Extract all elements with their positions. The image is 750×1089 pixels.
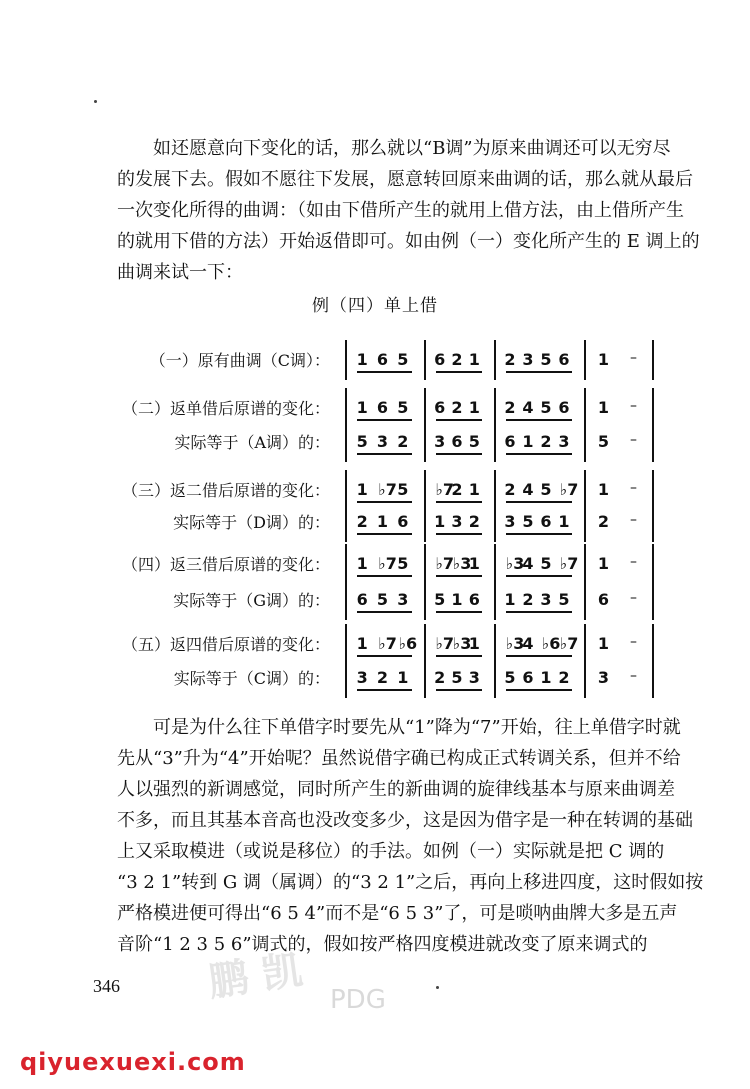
barline [584,388,586,462]
score-row-label: 实际等于（D调）的： [173,513,330,532]
note: ♭7 [378,634,397,653]
sustain-dash: – [630,590,637,606]
beam-underline [506,533,572,535]
score-row-label: （五）返四借后原谱的变化： [121,635,330,654]
p2-line: 人以强烈的新调感觉，同时所产生的新曲调的旋律线基本与原来曲调差 [117,779,675,800]
note: 4 [522,554,534,573]
note: 6 [434,398,446,417]
note: 2 [356,512,368,531]
note: 6 [376,398,389,417]
beam-underline [436,501,482,503]
beam-underline [506,419,572,421]
note: 1 [434,512,446,531]
note: 5 [558,590,570,609]
score-row-label: （四）返三借后原谱的变化： [121,555,330,574]
note: ♭7 [435,554,454,573]
barline [652,624,654,698]
p1-line: 一次变化所得的曲调：（如由下借所产生的就用上借方法，由上借所产生 [117,200,684,221]
note: 5 [468,432,480,451]
note: ♭3 [505,634,525,653]
note: 4 [522,480,534,499]
note: 5 [504,668,516,687]
note: 6 [376,350,389,369]
note: 5 [434,590,446,609]
note: 5 [356,432,368,451]
note: 6 [434,350,446,369]
note: 1 [597,398,610,417]
beam-underline [357,419,412,421]
note: 6 [522,668,534,687]
note: 3 [558,432,570,451]
barline [584,544,586,620]
score-row-label: （二）返单借后原谱的变化： [121,399,330,418]
note: 5 [597,432,610,451]
note: 2 [451,350,463,369]
note: 5 [397,398,409,417]
note: ♭7 [435,480,454,499]
note: 1 [356,480,368,499]
p2-line: “3 2 1”转到 G 调（属调）的“3 2 1”之后，再向上移进四度，这时假如按 [117,872,704,893]
note: 5 [397,554,409,573]
beam-underline [357,655,412,657]
note: ♭7 [378,554,397,573]
p2-line: 先从“3”升为“4”开始呢？虽然说借字确已构成正式转调关系，但并不给 [117,748,681,769]
note: 6 [504,432,516,451]
note: 1 [522,432,534,451]
paragraph-2 [117,712,704,960]
note: ♭7 [435,634,454,653]
note: 1 [451,590,463,609]
note: ♭7 [559,634,579,653]
p2-line: 可是为什么往下单借字时要先从“1”降为“7”开始，往上单借字时就 [153,717,681,738]
note: 5 [522,512,534,531]
scan-speck [436,986,439,989]
note: 3 [376,432,389,451]
p1-line: 曲调来试一下： [117,262,243,283]
beam-underline [436,689,482,691]
note: 1 [468,554,480,573]
note: 3 [356,668,368,687]
note: 4 [522,398,534,417]
note: 2 [397,432,409,451]
beam-underline [506,453,572,455]
barline [345,388,347,462]
note: 5 [540,554,552,573]
note: 1 [597,480,610,499]
example-title: 例（四）单上借 [312,296,438,316]
sustain-dash: – [630,512,637,528]
note: 6 [397,512,409,531]
barline [584,340,586,380]
site-watermark-banner: qiyuexuexi.com [20,1048,246,1076]
note: 1 [356,634,368,653]
note: ♭3 [452,554,472,573]
sustain-dash: – [630,634,637,650]
beam-underline [506,689,572,691]
note: 3 [540,590,552,609]
beam-underline [436,371,482,373]
beam-underline [506,611,572,613]
barline [494,624,496,698]
beam-underline [436,575,482,577]
sustain-dash: – [630,668,637,684]
note: 2 [558,668,570,687]
note: 6 [540,512,552,531]
note: 3 [504,512,516,531]
note: 2 [451,398,463,417]
note: 6 [451,432,463,451]
barline [424,544,426,620]
page-number: 346 [93,976,120,996]
score-row-label: （一）原有曲调（C调）： [149,351,330,370]
note: ♭7 [559,480,579,499]
barline [345,544,347,620]
note: 3 [451,512,463,531]
watermark-pdg: PDG [330,985,386,1015]
score-row-label: 实际等于（C调）的： [173,669,330,688]
beam-underline [506,501,572,503]
note: 1 [397,668,409,687]
note: 2 [597,512,610,531]
note: ♭6 [398,634,418,653]
note: 2 [468,512,480,531]
score-row-label: 实际等于（G调）的： [173,591,330,610]
note: 5 [397,480,409,499]
barline [652,544,654,620]
note: 3 [397,590,409,609]
p2-line: 音阶“1 2 3 5 6”调式的，假如按严格四度模进就改变了原来调式的 [117,934,648,955]
note: 2 [522,590,534,609]
barline [345,624,347,698]
note: 1 [540,668,552,687]
note: ♭7 [559,554,579,573]
sustain-dash: – [630,432,637,448]
note: 5 [540,480,552,499]
p2-line: 上又采取模进（或说是移位）的手法。如例（一）实际就是把 C 调的 [117,841,665,862]
barline [424,388,426,462]
note: 1 [597,554,610,573]
sustain-dash: – [630,480,637,496]
note: 2 [504,480,516,499]
beam-underline [436,453,482,455]
note: 6 [558,350,570,369]
note: 1 [356,554,368,573]
note: 1 [597,634,610,653]
note: 1 [376,512,389,531]
note: 5 [540,398,552,417]
note: 6 [558,398,570,417]
beam-underline [506,575,572,577]
watermark-stamp: 鹏 凯 [205,947,306,1006]
barline [345,470,347,542]
note: 1 [356,398,368,417]
note: 5 [540,350,552,369]
score-row-label: （三）返二借后原谱的变化： [121,481,330,500]
note: 2 [434,668,446,687]
note: 1 [597,350,610,369]
note: 2 [504,398,516,417]
barline [652,340,654,380]
barline [424,340,426,380]
barline [584,470,586,542]
note: 6 [468,590,480,609]
note: ♭6 [541,634,561,653]
note: ♭3 [505,554,525,573]
note: 2 [540,432,552,451]
beam-underline [436,655,482,657]
note: 1 [468,634,480,653]
sustain-dash: – [630,554,637,570]
barline [494,470,496,542]
p2-line: 严格模进便可得出“6 5 4”而不是“6 5 3”了，可是唢呐曲牌大多是五声 [117,903,678,924]
note: 2 [451,480,463,499]
barline [424,624,426,698]
beam-underline [506,655,572,657]
beam-underline [436,533,482,535]
note: 1 [558,512,570,531]
p1-line: 如还愿意向下变化的话，那么就以“B调”为原来曲调还可以无穷尽 [153,138,671,159]
beam-underline [436,611,482,613]
note: 3 [434,432,446,451]
note: 1 [504,590,516,609]
beam-underline [357,533,412,535]
note: 4 [522,634,534,653]
p1-line: 的就用下借的方法）开始返借即可。如由例（一）变化所产生的 E 调上的 [117,231,700,252]
beam-underline [357,371,412,373]
note: 5 [397,350,409,369]
barline [494,340,496,380]
barline [345,340,347,380]
barline [652,470,654,542]
score-row-label: 实际等于（A调）的： [174,433,330,452]
beam-underline [357,575,412,577]
barline [652,388,654,462]
note: 1 [468,398,480,417]
note: 6 [597,590,610,609]
note: 3 [468,668,480,687]
note: 5 [451,668,463,687]
note: 3 [522,350,534,369]
barline [494,544,496,620]
note: 5 [376,590,389,609]
note: 1 [468,480,480,499]
note: 3 [597,668,610,687]
note: 2 [504,350,516,369]
beam-underline [506,371,572,373]
beam-underline [357,453,412,455]
sustain-dash: – [630,398,637,414]
note: ♭3 [452,634,472,653]
sustain-dash: – [630,350,637,366]
note: 1 [468,350,480,369]
barline [584,624,586,698]
scan-speck [94,100,97,103]
barline [494,388,496,462]
p1-line: 的发展下去。假如不愿往下发展，愿意转回原来曲调的话，那么就从最后 [117,169,693,190]
p2-line: 不多，而且其基本音高也没改变多少，这是因为借字是一种在转调的基础 [117,810,693,831]
beam-underline [436,419,482,421]
note: ♭7 [378,480,397,499]
beam-underline [357,501,412,503]
beam-underline [357,611,412,613]
barline [424,470,426,542]
note: 1 [356,350,368,369]
note: 2 [376,668,389,687]
note: 6 [356,590,368,609]
beam-underline [357,689,412,691]
